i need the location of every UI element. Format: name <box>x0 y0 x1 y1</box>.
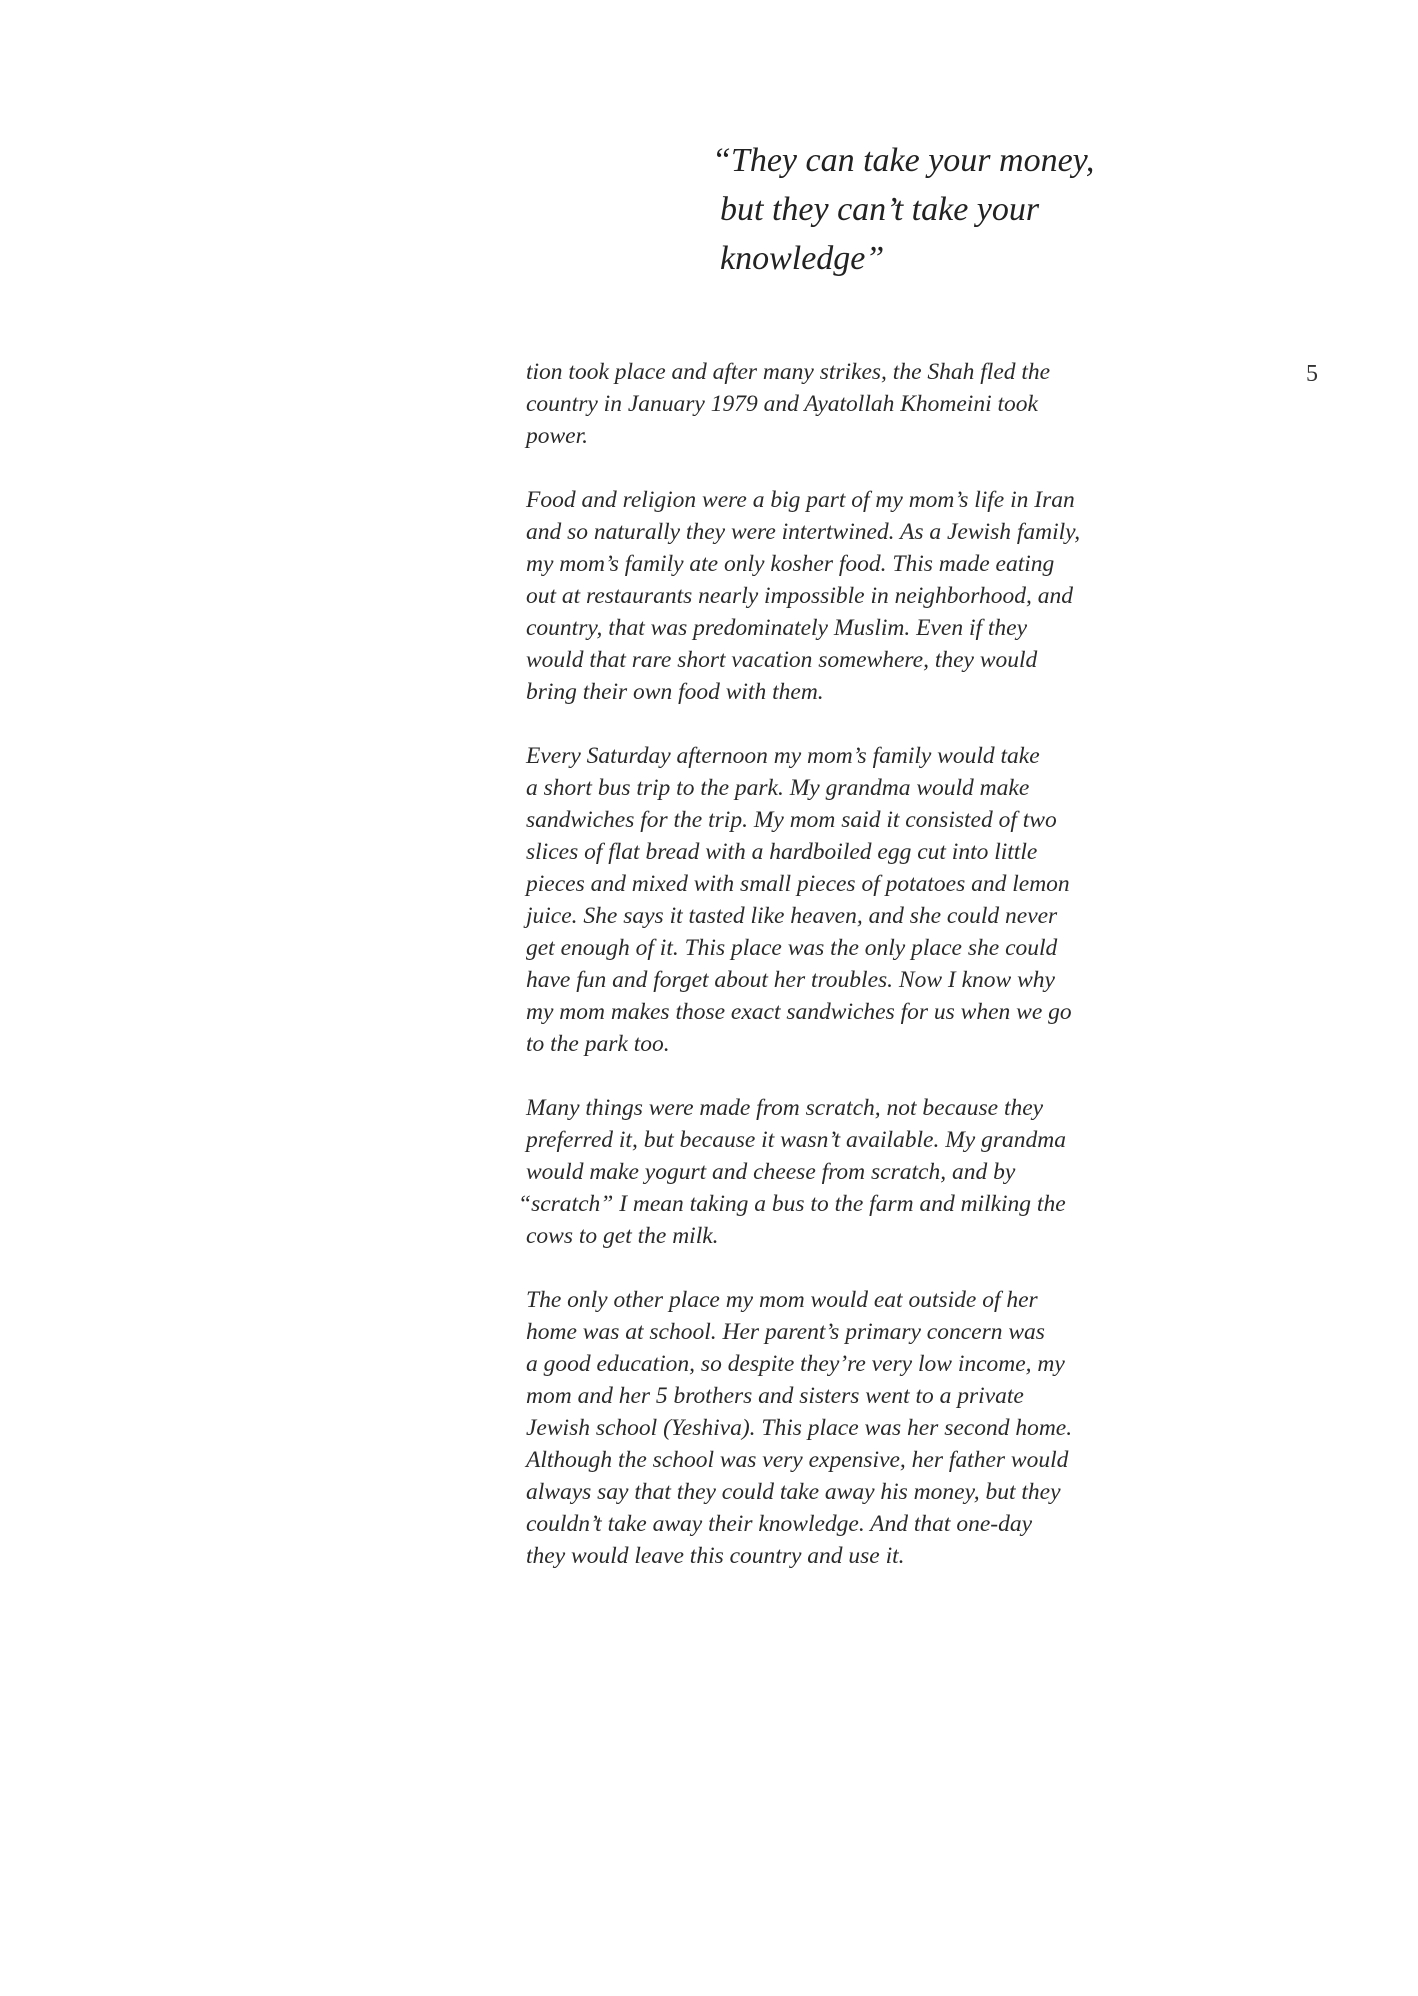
paragraph <box>526 1284 1106 1572</box>
text-line: Every Saturday afternoon my mom’s family would take <box>526 743 1040 769</box>
pull-quote-line: knowledge” <box>720 240 885 277</box>
text-line: Jewish school (Yeshiva). This place was her second home. <box>526 1415 1073 1441</box>
text-line: country in January 1979 and Ayatollah Khomeini took <box>526 391 1038 417</box>
paragraph <box>526 484 1106 708</box>
text-line: “scratch” I mean taking a bus to the farm and milking the <box>518 1191 1066 1217</box>
text-line: tion took place and after many strikes, the Shah fled the <box>526 359 1051 385</box>
text-line: Food and religion were a big part of my mom’s life in Iran <box>526 487 1075 513</box>
pull-quote <box>712 136 1172 283</box>
text-line: always say that they could take away his money, but they <box>526 1479 1061 1505</box>
text-line: a good education, so despite they’re very low income, my <box>526 1351 1065 1377</box>
text-line: sandwiches for the trip. My mom said it consisted of two <box>526 807 1057 833</box>
paragraph <box>518 1092 1106 1252</box>
text-line: mom and her 5 brothers and sisters went to a private <box>526 1383 1024 1409</box>
text-line: couldn’t take away their knowledge. And that one-day <box>526 1511 1033 1537</box>
text-line: juice. She says it tasted like heaven, and she could never <box>526 903 1058 929</box>
text-line: would make yogurt and cheese from scratch, and by <box>526 1159 1016 1185</box>
text-line: and so naturally they were intertwined. As a Jewish family, <box>526 519 1081 545</box>
text-line: Many things were made from scratch, not because they <box>526 1095 1044 1121</box>
text-line: bring their own food with them. <box>526 679 824 705</box>
text-line: have fun and forget about her troubles. Now I know why <box>526 967 1055 993</box>
text-line: a short bus trip to the park. My grandma would make <box>526 775 1030 801</box>
text-line: to the park too. <box>526 1031 670 1057</box>
pull-quote-line: but they can’t take your <box>720 191 1040 228</box>
text-line: The only other place my mom would eat outside of her <box>526 1287 1038 1313</box>
text-line: slices of flat bread with a hardboiled egg cut into little <box>526 839 1038 865</box>
text-line: home was at school. Her parent’s primary concern was <box>526 1319 1045 1345</box>
text-line: get enough of it. This place was the only place she could <box>526 935 1058 961</box>
pull-quote-line: “They can take your money, <box>712 142 1095 179</box>
text-line: my mom makes those exact sandwiches for us when we go <box>526 999 1072 1025</box>
text-line: would that rare short vacation somewhere, they would <box>526 647 1038 673</box>
text-line: Although the school was very expensive, her father would <box>526 1447 1069 1473</box>
page-number: 5 <box>1306 361 1318 387</box>
text-line: pieces and mixed with small pieces of potatoes and lemon <box>526 871 1070 897</box>
body-text <box>518 356 1106 1604</box>
text-line: preferred it, but because it wasn’t available. My grandma <box>526 1127 1066 1153</box>
paragraph <box>526 740 1106 1060</box>
text-line: country, that was predominately Muslim. Even if they <box>526 615 1028 641</box>
text-line: they would leave this country and use it. <box>526 1543 905 1569</box>
text-line: power. <box>526 423 589 449</box>
text-line: cows to get the milk. <box>526 1223 719 1249</box>
paragraph <box>526 356 1106 452</box>
text-line: out at restaurants nearly impossible in neighborhood, and <box>526 583 1074 609</box>
text-line: my mom’s family ate only kosher food. This made eating <box>526 551 1055 577</box>
